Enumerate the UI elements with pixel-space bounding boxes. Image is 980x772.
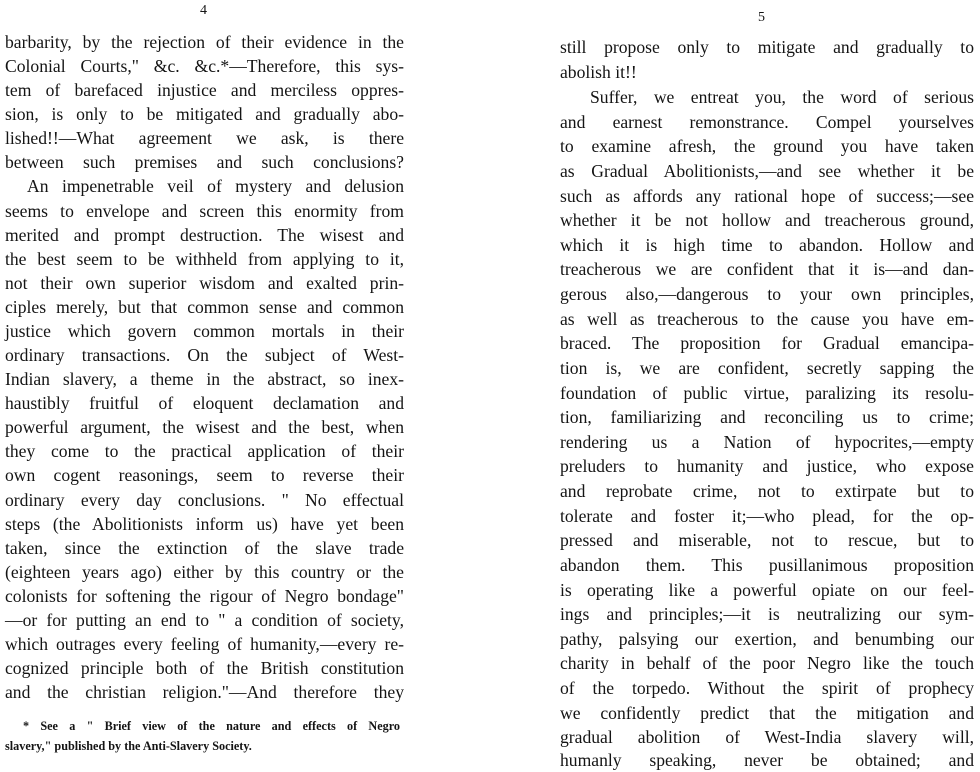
footnote-line: slavery," published by the Anti-Slavery Society.	[5, 739, 252, 753]
text-line: colonists for softening the rigour of Negro bondage"	[5, 586, 404, 606]
text-line: treacherous we are confident that it is—and dan-	[560, 259, 974, 279]
page-number: 4	[200, 3, 207, 18]
text-line: own cogent reasonings, seem to reverse their	[5, 465, 404, 485]
text-line: not their own superior wisdom and exalted prin-	[5, 273, 404, 293]
text-line: tolerate and foster it;—who plead, for the op-	[560, 506, 974, 526]
text-line: pathy, palsying our exertion, and benumbing our	[560, 629, 974, 649]
text-line: lished!!—What agreement we ask, is there	[5, 128, 404, 148]
text-line: charity in behalf of the poor Negro like the touch	[560, 653, 974, 673]
text-line: as Gradual Abolitionists,—and see whether it be	[560, 161, 974, 181]
text-line: and earnest remonstrance. Compel yourselves	[560, 112, 974, 132]
text-line: taken, since the extinction of the slave trade	[5, 538, 404, 558]
text-line: An impenetrable veil of mystery and delusion	[27, 176, 404, 196]
text-line: the best seem to be withheld from applying to it,	[5, 249, 404, 269]
text-line: justice which govern common mortals in their	[5, 321, 404, 341]
text-line: such as affords any rational hope of success;—see	[560, 186, 974, 206]
text-line: which it is high time to abandon. Hollow and	[560, 235, 974, 255]
text-line: (eighteen years ago) either by this country or the	[5, 562, 404, 582]
text-line: and the christian religion."—And therefore they	[5, 682, 404, 702]
page-number: 5	[758, 10, 765, 25]
text-line: sion, is only to be mitigated and gradually abo-	[5, 104, 404, 124]
text-line: seems to envelope and screen this enormity from	[5, 201, 404, 221]
text-line: powerful argument, the wisest and the best, when	[5, 417, 404, 437]
text-line: tion, familiarizing and reconciling us to crime;	[560, 407, 974, 427]
left-page	[0, 0, 412, 769]
text-line: and reprobate crime, not to extirpate but to	[560, 481, 974, 501]
text-line: Suffer, we entreat you, the word of serious	[590, 87, 974, 107]
text-line: abandon them. This pusillanimous proposition	[560, 555, 974, 575]
text-line: barbarity, by the rejection of their evidence in the	[5, 32, 404, 52]
text-line: foundation of public virtue, paralizing its resolu-	[560, 383, 974, 403]
text-line: gradual abolition of West-India slavery will,	[560, 727, 974, 747]
footnote-line: * See a " Brief view of the nature and effects of Negro	[23, 719, 400, 733]
text-line: ings and principles;—it is neutralizing our sym-	[560, 604, 974, 624]
text-line: tion is, we are confident, secretly sapping the	[560, 358, 974, 378]
text-line: which outrages every feeling of humanity,—every re-	[5, 634, 404, 654]
text-line: tem of barefaced injustice and merciless oppres-	[5, 80, 404, 100]
text-line: whether it be not hollow and treacherous ground,	[560, 210, 974, 230]
text-line: as well as treacherous to the cause you have em-	[560, 309, 974, 329]
text-line: is operating like a powerful opiate on our feel-	[560, 580, 974, 600]
text-line: preluders to humanity and justice, who expose	[560, 456, 974, 476]
text-line: they come to the practical application of their	[5, 441, 404, 461]
text-line: pressed and miserable, not to rescue, but to	[560, 530, 974, 550]
right-page	[556, 0, 980, 769]
text-line: rendering us a Nation of hypocrites,—empty	[560, 432, 974, 452]
text-line: haustibly fruitful of eloquent declamation and	[5, 393, 404, 413]
text-line: braced. The proposition for Gradual emancipa-	[560, 333, 974, 353]
text-line: —or for putting an end to " a condition of society,	[5, 610, 404, 630]
text-line: of the torpedo. Without the spirit of prophecy	[560, 678, 974, 698]
text-line: merited and prompt destruction. The wisest and	[5, 225, 404, 245]
text-line: to examine afresh, the ground you have taken	[560, 136, 974, 156]
text-line: gerous also,—dangerous to your own principles,	[560, 284, 974, 304]
text-line: cognized principle both of the British constitution	[5, 658, 404, 678]
text-line: between such premises and such conclusions?	[5, 152, 404, 172]
text-line: Colonial Courts," &c. &c.*—Therefore, this sys-	[5, 56, 404, 76]
text-line: Indian slavery, a theme in the abstract, so inex-	[5, 369, 404, 389]
text-line: ordinary transactions. On the subject of West-	[5, 345, 404, 365]
text-line: humanly speaking, never be obtained; and	[560, 750, 974, 770]
text-line: ciples merely, but that common sense and common	[5, 297, 404, 317]
text-line: abolish it!!	[560, 62, 637, 82]
text-line: still propose only to mitigate and gradually to	[560, 37, 974, 57]
text-line: ordinary every day conclusions. " No effectual	[5, 490, 404, 510]
text-line: we confidently predict that the mitigation and	[560, 703, 974, 723]
text-line: steps (the Abolitionists inform us) have yet been	[5, 514, 404, 534]
